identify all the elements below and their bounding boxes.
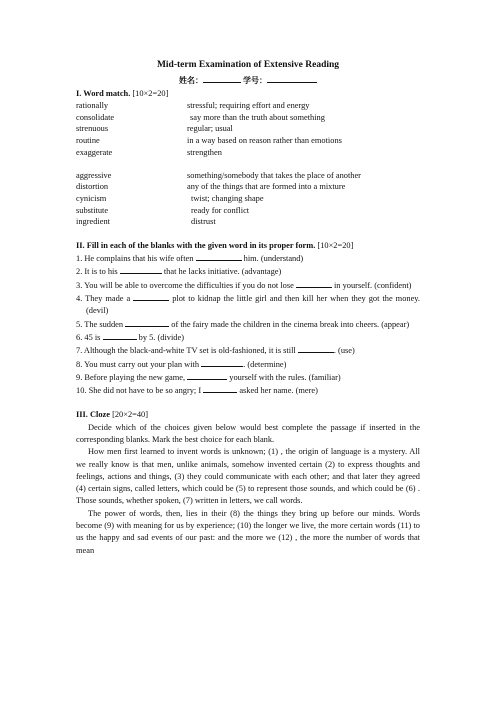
match-row: distortion any of the things that are formed into a mixture — [76, 182, 346, 192]
exam-content — [76, 88, 420, 557]
cloze-instructions: Decide which of the choices given below would best complete the passage if inserted in the corresponding blanks. Mark the best choice for each blank. — [76, 422, 420, 444]
section-2-heading: II. Fill in each of the blanks with the given word in its proper form. [10×2=20] — [76, 240, 354, 250]
match-row: exaggerate strengthen — [76, 147, 222, 157]
fill-item-7: 7. Although the black-and-white TV set is old-fashioned, it is still . (use) — [76, 346, 355, 356]
answer-blank[interactable] — [125, 318, 169, 327]
match-row: substitute ready for conflict — [76, 205, 250, 215]
match-group-2 — [76, 170, 420, 228]
match-row: cynicism twist; changing shape — [76, 194, 264, 204]
answer-blank[interactable] — [201, 358, 243, 367]
match-group-1 — [76, 100, 420, 158]
name-id-line — [0, 74, 496, 86]
name-blank[interactable] — [203, 74, 241, 83]
id-label: 学号： — [243, 76, 267, 85]
answer-blank[interactable] — [196, 252, 242, 261]
answer-blank[interactable] — [296, 279, 332, 288]
id-blank[interactable] — [267, 74, 317, 83]
answer-blank[interactable] — [133, 292, 169, 301]
fill-item-1: 1. He complains that his wife often him. (understand) — [76, 254, 304, 264]
match-row: aggressive something/somebody that takes the place of another — [76, 170, 361, 180]
answer-blank[interactable] — [203, 384, 237, 393]
fill-item-8: 8. You must carry out your plan with . (determine) — [76, 359, 287, 369]
fill-item-3: 3. You will be able to overcome the difficulties if you do not lose in yourself. (confident) — [76, 280, 412, 290]
exam-title: Mid-term Examination of Extensive Reading — [156, 60, 340, 70]
match-row: rationally stressful; requiring effort and energy — [76, 101, 310, 111]
cloze-passage-paragraph-2: The power of words, then, lies in their (8) the things they bring up before our minds. Words become (9) with meaning for us by experience; (10) the longer we live, the more certain words (11) to us the happy and sad events of our past: and the more we (12) , the more the number of words that mean — [76, 508, 420, 555]
name-label: 姓名： — [179, 76, 203, 85]
answer-blank[interactable] — [187, 371, 227, 380]
fill-item-5: 5. The sudden of the fairy made the children in the cinema break into cheers. (appear) — [76, 319, 410, 329]
fill-item-9: 9. Before playing the new game, yourself with the rules. (familiar) — [76, 372, 341, 382]
cloze-passage-paragraph-1: How men first learned to invent words is unknown; (1) , the origin of language is a mystery. All we really know is that men, unlike animals, somehow invented certain (2) to express thoughts and feelings, actions and things, (3) they could communicate with each other; and that later they agreed (4) certain signs, called letters, which could be (5) to represent those sounds, and which could be (6) . Those sounds, whether spoken, (7) written in letters, we call words. — [76, 447, 420, 506]
answer-blank[interactable] — [298, 344, 334, 353]
answer-blank[interactable] — [120, 265, 162, 274]
match-row: ingredient distrust — [76, 217, 216, 227]
section-3-heading: III. Cloze [20×2=40] — [76, 410, 149, 420]
match-row: consolidate say more than the truth about something — [76, 112, 325, 122]
fill-item-10: 10. She did not have to be so angry; I asked her name. (mere) — [76, 386, 318, 396]
match-row: strenuous regular; usual — [76, 124, 233, 134]
fill-item-2: 2. It is to his that he lacks initiative. (advantage) — [76, 267, 282, 277]
answer-blank[interactable] — [103, 331, 137, 340]
fill-item-6: 6. 45 is by 5. (divide) — [76, 332, 184, 342]
section-1-heading: I. Word match. [10×2=20] — [76, 89, 169, 98]
match-row: routine in a way based on reason rather than emotions — [76, 136, 342, 146]
fill-item-4: 4. They made a plot to kidnap the little girl and then kill her when they got the money. (devil) — [76, 294, 421, 316]
